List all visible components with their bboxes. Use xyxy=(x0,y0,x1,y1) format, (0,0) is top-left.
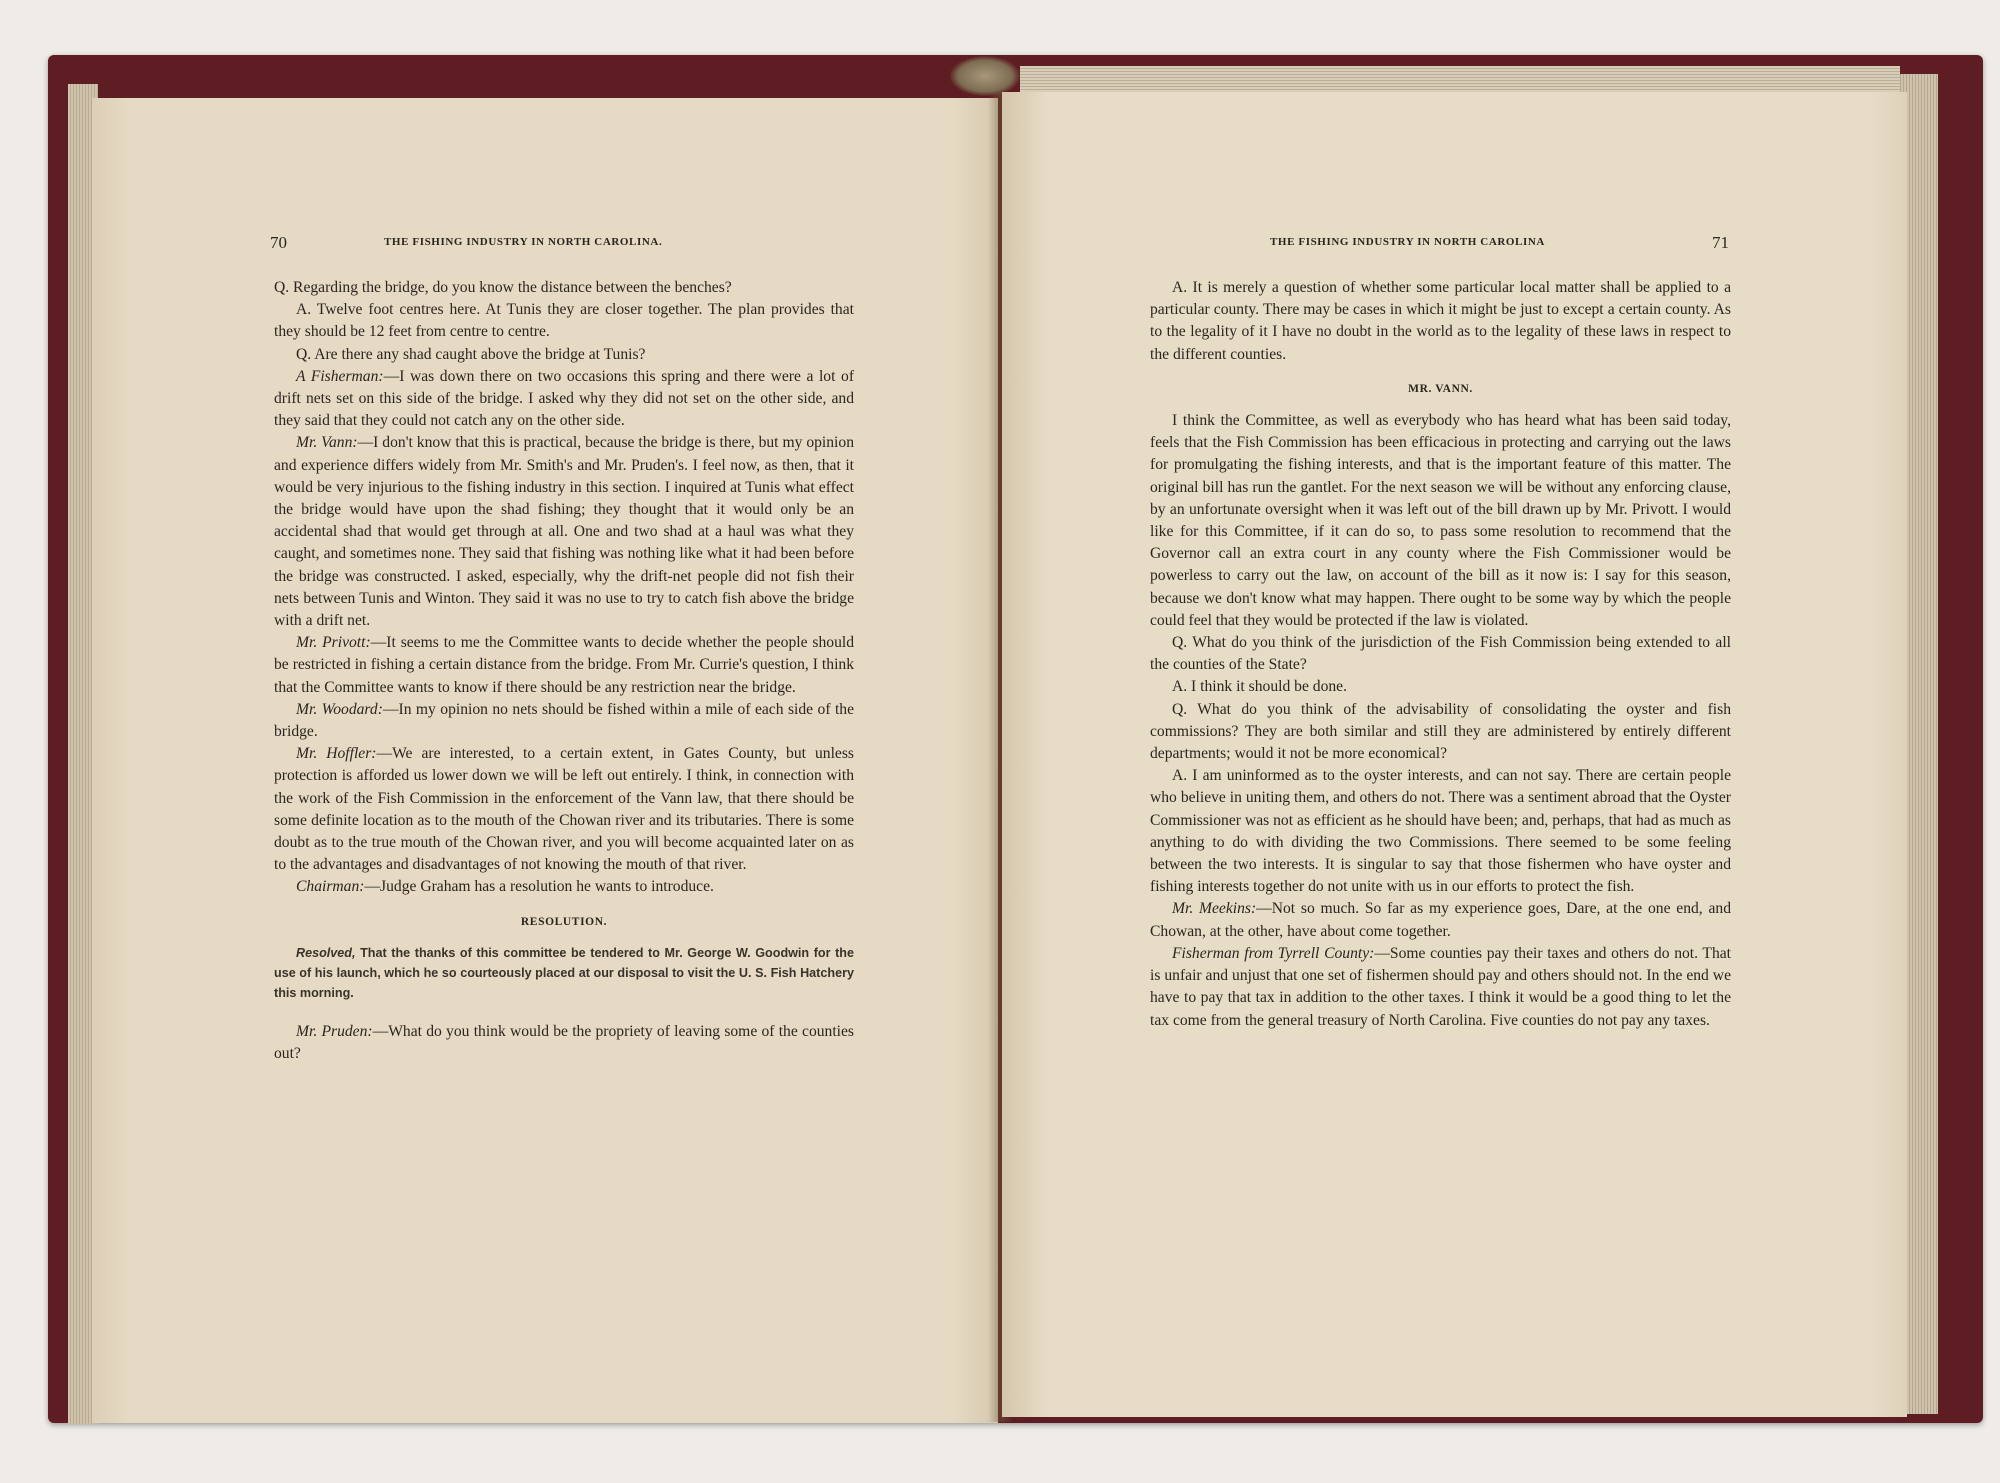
paragraph: Fisherman from Tyrrell County:—Some counties pay their taxes and others do not. That is unfair and unjust that one set of fishermen should pay and others should not. In the end we have to pay that tax in addition to the other taxes. I think it would be a good thing to let the tax come from the general treasury of North Carolina. Five counties do not pay any taxes. xyxy=(1150,944,1731,1029)
right-page-text xyxy=(1150,277,1731,1032)
section-heading: MR. VANN. xyxy=(1408,382,1473,395)
speaker-name: Chairman: xyxy=(296,878,365,896)
speaker-name: Mr. Meekins: xyxy=(1172,900,1257,918)
paragraph: Mr. Woodard:—In my opinion no nets should be fished within a mile of each side of the bridge. xyxy=(274,700,854,741)
paragraph: A Fisherman:—I was down there on two occasions this spring and there were a lot of drift nets set on this side of the bridge. I asked why they did not set on the other side, and they said that they could not catch any on the other side. xyxy=(274,367,855,430)
left-page-text xyxy=(274,277,854,1065)
spine-binding xyxy=(950,56,1020,96)
paragraph: Chairman:—Judge Graham has a resolution he wants to introduce. xyxy=(296,878,714,896)
left-page-number: 70 xyxy=(270,233,287,252)
paragraph: Mr. Meekins:—Not so much. So far as my experience goes, Dare, at the one end, and Chowan, at the other, have about come together. xyxy=(1150,900,1731,940)
speaker-name: Mr. Pruden: xyxy=(296,1022,373,1040)
paragraph: A. It is merely a question of whether some particular local matter shall be applied to a particular county. There may be cases in which it might be just to except a certain county. As to the legality of it I have no doubt in the world as to the legality of these laws in respect to the different counties. xyxy=(1150,279,1731,363)
speaker-name: Mr. Vann: xyxy=(296,434,358,452)
paragraph: Q. Regarding the bridge, do you know the distance between the benches? xyxy=(274,279,732,296)
paragraph: A. Twelve foot centres here. At Tunis they are closer together. The plan provides that they should be 12 feet from centre to centre. xyxy=(274,301,854,341)
speaker-name: Fisherman from Tyrrell County: xyxy=(1172,944,1375,962)
left-running-head: THE FISHING INDUSTRY IN NORTH CAROLINA. xyxy=(384,236,663,248)
paragraph: A. I am uninformed as to the oyster interests, and can not say. There are certain people who believe in uniting them, and others do not. There was a sentiment abroad that the Oyster Commissioner was not as efficient as he should have been; and, perhaps, that had as much as anything to do with dividing the two Commissions. There seemed to be some feeling between the two interests. It is singular to say that those fishermen who have oyster and fishing interests together do not unite with us in our efforts to protect the fish. xyxy=(1150,767,1731,896)
paragraph: I think the Committee, as well as everybody who has heard what has been said today, feels that the Fish Commission has been efficacious in protecting and carrying out the laws for promulgating the fishing interests, and that is the important feature of this matter. The original bill has run the gantlet. For the next season we will be without any enforcing clause, by an unfortunate oversight when it was left out of the bill drawn up by Mr. Privott. I would like for this Committee, if it can do so, to pass some resolution to recommend that the Governor call an extra court in any county where the Fish Commissioner would be powerless to carry out the law, on account of the bill as it now is: I say for this season, because we don't know what may happen. There ought to be some way by which the people could feel that they would be protected if the law is violated. xyxy=(1150,412,1731,629)
paragraph: Mr. Hoffler:—We are interested, to a certain extent, in Gates County, but unless protection is afforded us lower down we will be left out entirely. I think, in connection with the work of the Fish Commission in the enforcement of the Vann law, that there should be some definite location as to the mouth of the Chowan river and its tributaries. There is some doubt as to the true mouth of the Chowan river, and you will become acquainted later on as to the advantages and disadvantages of not knowing the mouth of that river. xyxy=(274,745,854,874)
paragraph: Q. What do you think of the jurisdiction of the Fish Commission being extended to all the counties of the State? xyxy=(1150,634,1731,674)
paragraph: A. I think it should be done. xyxy=(1172,678,1347,696)
right-page-number: 71 xyxy=(1712,233,1729,252)
speaker-name: Mr. Woodard: xyxy=(296,700,383,718)
paragraph: Q. Are there any shad caught above the bridge at Tunis? xyxy=(296,345,646,363)
paragraph: Mr. Privott:—It seems to me the Committee wants to decide whether the people should be restricted in fishing a certain distance from the bridge. From Mr. Currie's question, I think that the Committee wants to know if there should be any restriction near the bridge. xyxy=(274,634,854,696)
paragraph: Mr. Vann:—I don't know that this is practical, because the bridge is there, but my opinion and experience differs widely from Mr. Smith's and Mr. Pruden's. I feel now, as then, that it would be very injurious to the fishing industry in this section. I inquired at Tunis what effect the bridge would have upon the shad fishing; they thought that it would only be an accidental shad that would get through at all. One and two shad at a haul was what they caught, and sometimes none. They said that fishing was nothing like what it had been before the bridge was constructed. I asked, especially, why the drift-net people did not fish their nets between Tunis and Winton. They said it was no use to try to catch fish above the bridge with a drift net. xyxy=(274,434,854,630)
right-running-head: THE FISHING INDUSTRY IN NORTH CAROLINA xyxy=(1270,236,1545,248)
paragraph: Q. What do you think of the advisability of consolidating the oyster and fish commissions? They are both similar and still they are administered by entirely different departments; would it not be more economical? xyxy=(1150,700,1731,763)
resolution-text: Resolved, That the thanks of this committee be tendered to Mr. George W. Goodwin for the use of his launch, which he so courteously placed at our disposal to visit the U. S. Fish Hatchery this morning. xyxy=(274,945,854,1000)
speaker-name: Mr. Privott: xyxy=(296,634,371,652)
paragraph: Mr. Pruden:—What do you think would be the propriety of leaving some of the counties out? xyxy=(274,1022,854,1063)
resolution-heading: RESOLUTION. xyxy=(520,915,608,928)
speaker-name: A Fisherman: xyxy=(296,367,384,385)
speaker-name: Mr. Hoffler: xyxy=(296,745,377,763)
